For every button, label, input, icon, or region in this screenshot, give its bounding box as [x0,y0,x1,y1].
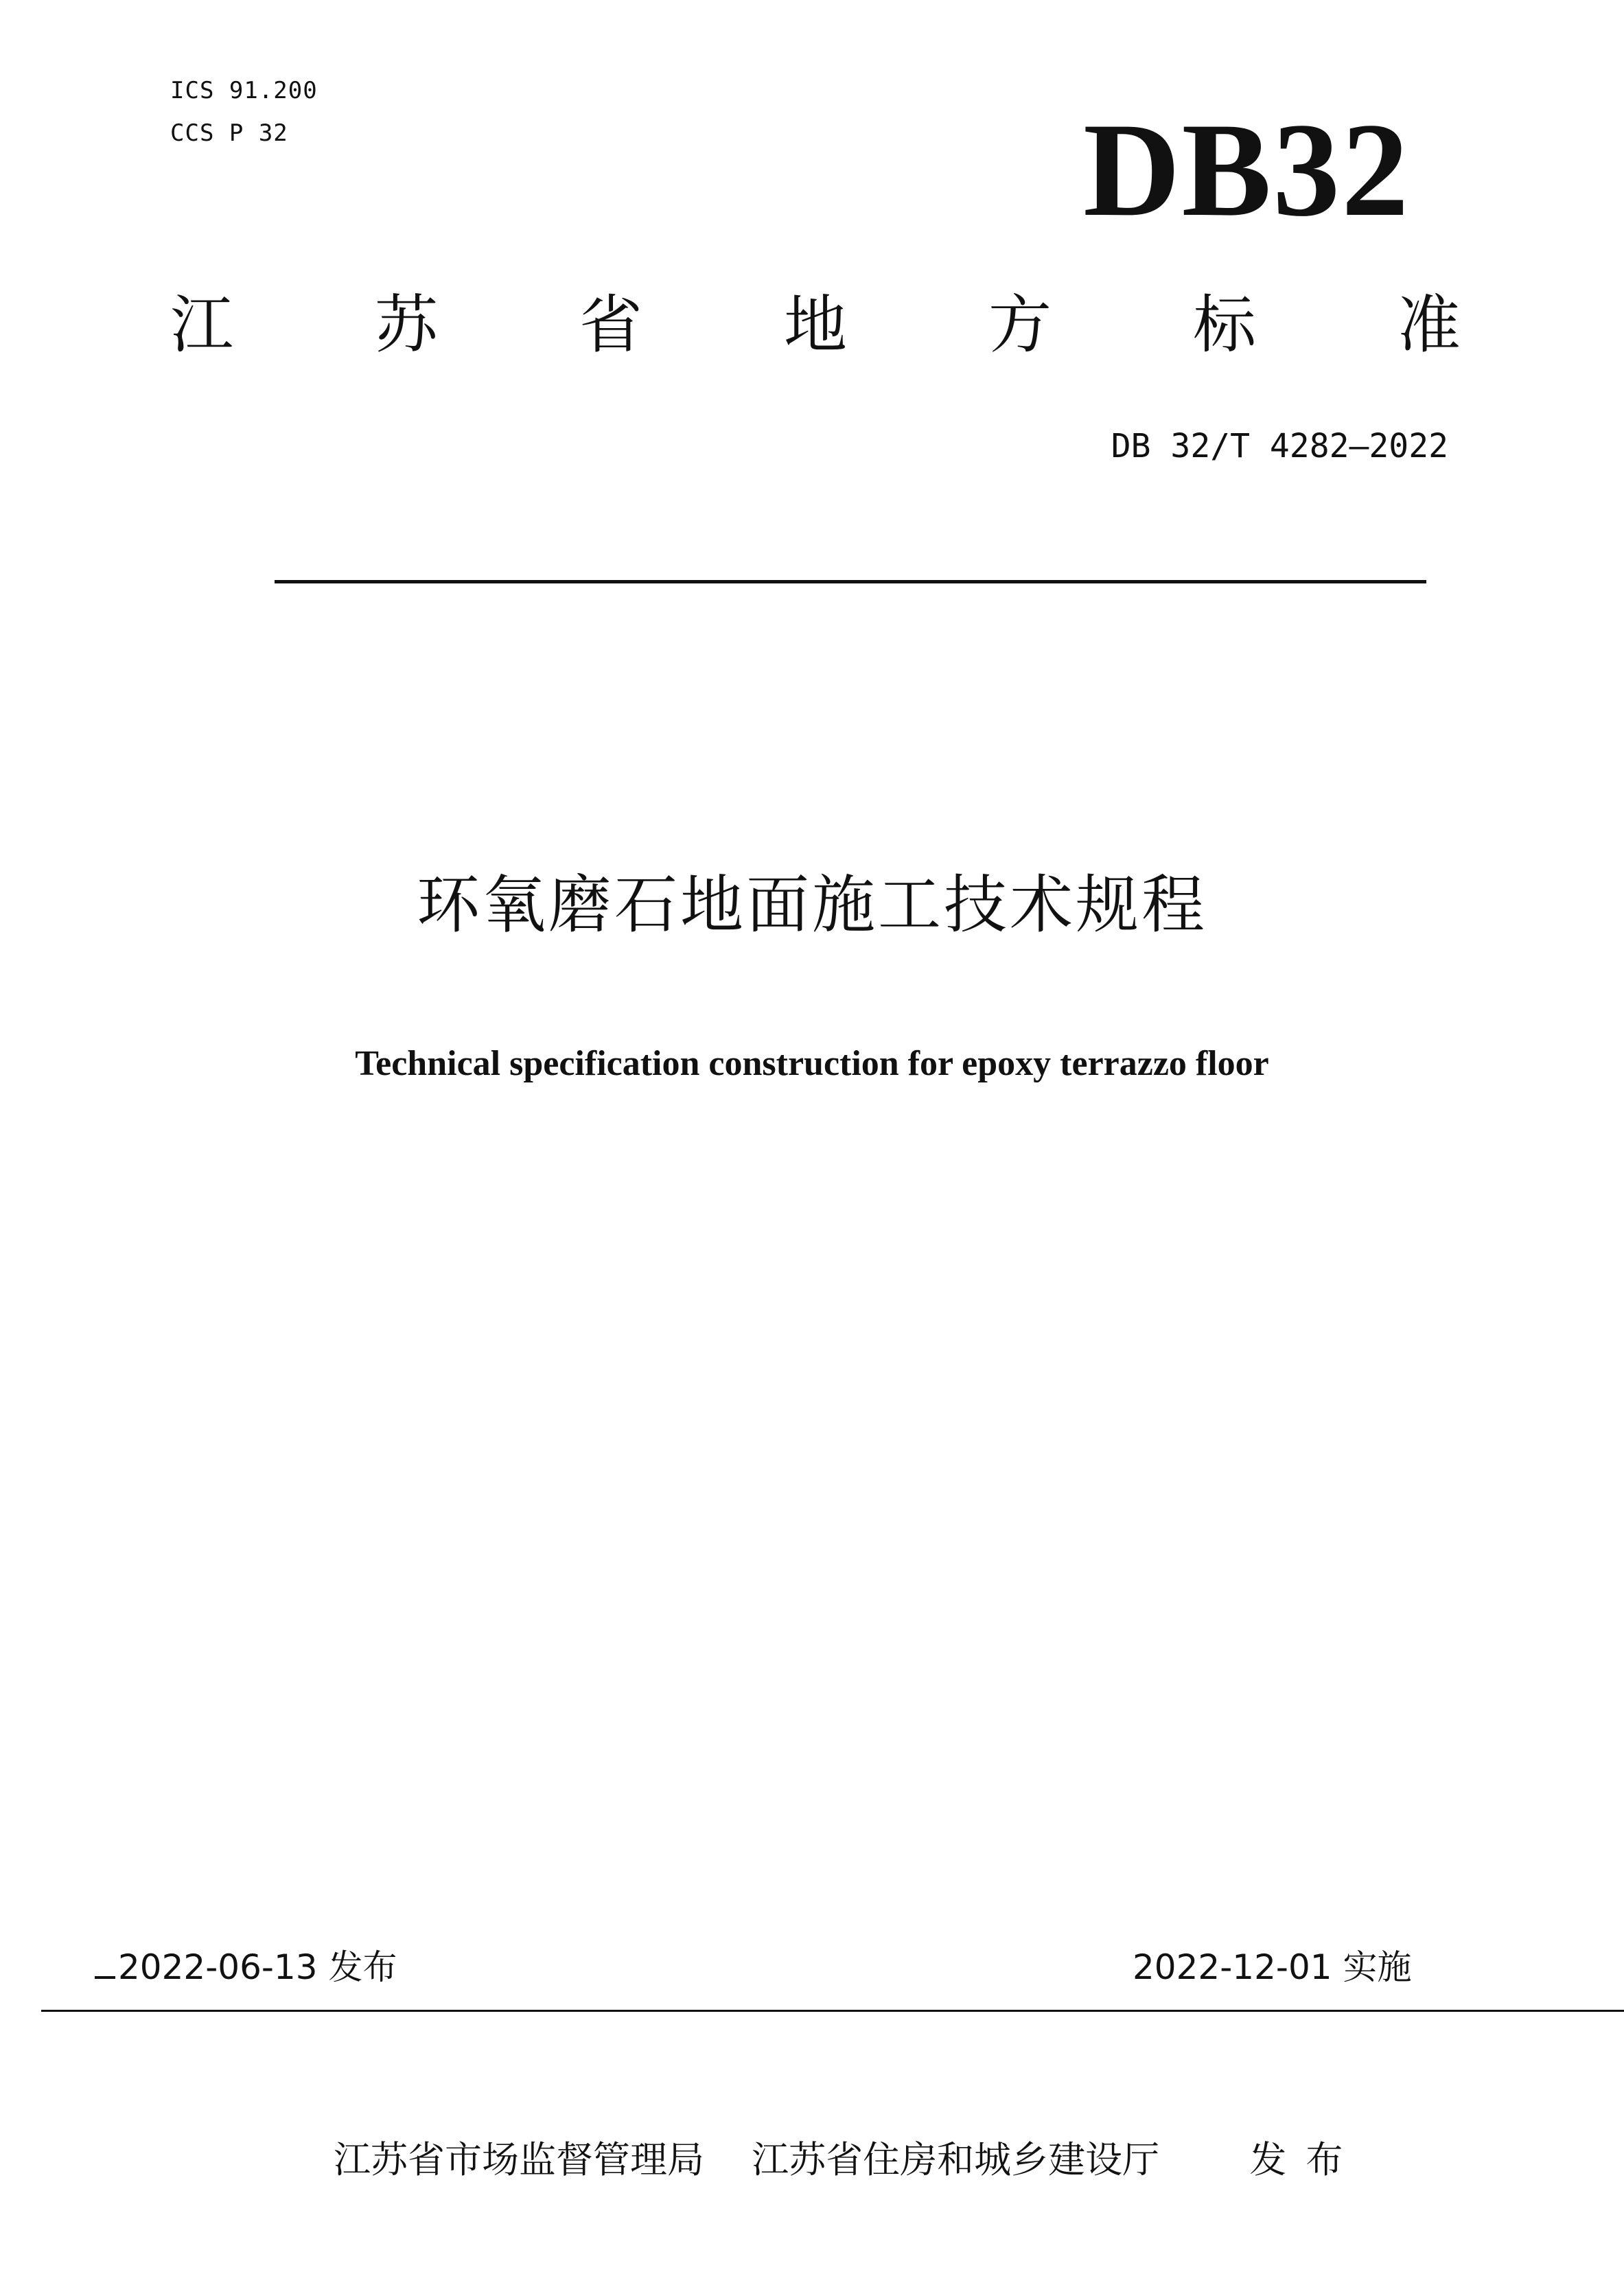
standard-number: DB 32/T 4282—2022 [1111,427,1448,465]
document-title-english: Technical specification construction for epoxy terrazzo floor [355,1044,1269,1083]
publish-date [95,1940,397,1989]
issuing-authorities [334,2131,1362,2183]
standard-type-char: 准 [1397,288,1461,362]
standard-type-heading [170,288,1461,362]
issued-label: 发布 [1249,2138,1362,2181]
publish-date-text: 2022-06-13 发布 [118,1947,397,1987]
footer-divider [41,2010,1624,2012]
ics-code: ICS 91.200 [170,77,318,104]
standard-type-char: 江 [170,288,234,362]
ccs-code: CCS P 32 [170,119,288,147]
issuer-housing-construction: 江苏省住房和城乡建设厅 [752,2138,1160,2181]
standard-type-char: 省 [579,288,643,362]
issuer-market-regulation: 江苏省市场监督管理局 [334,2138,704,2181]
implementation-date: 2022-12-01 实施 [1133,1947,1412,1987]
standard-type-char: 标 [1193,288,1257,362]
standard-type-char: 方 [988,288,1052,362]
standard-type-char: 地 [784,288,848,362]
header-divider [275,580,1426,583]
document-title-chinese: 环氧磨石地面施工技术规程 [416,868,1207,942]
standard-logo: DB32 [1083,95,1411,244]
standard-type-char: 苏 [375,288,439,362]
underscore-mark [95,1949,115,1979]
